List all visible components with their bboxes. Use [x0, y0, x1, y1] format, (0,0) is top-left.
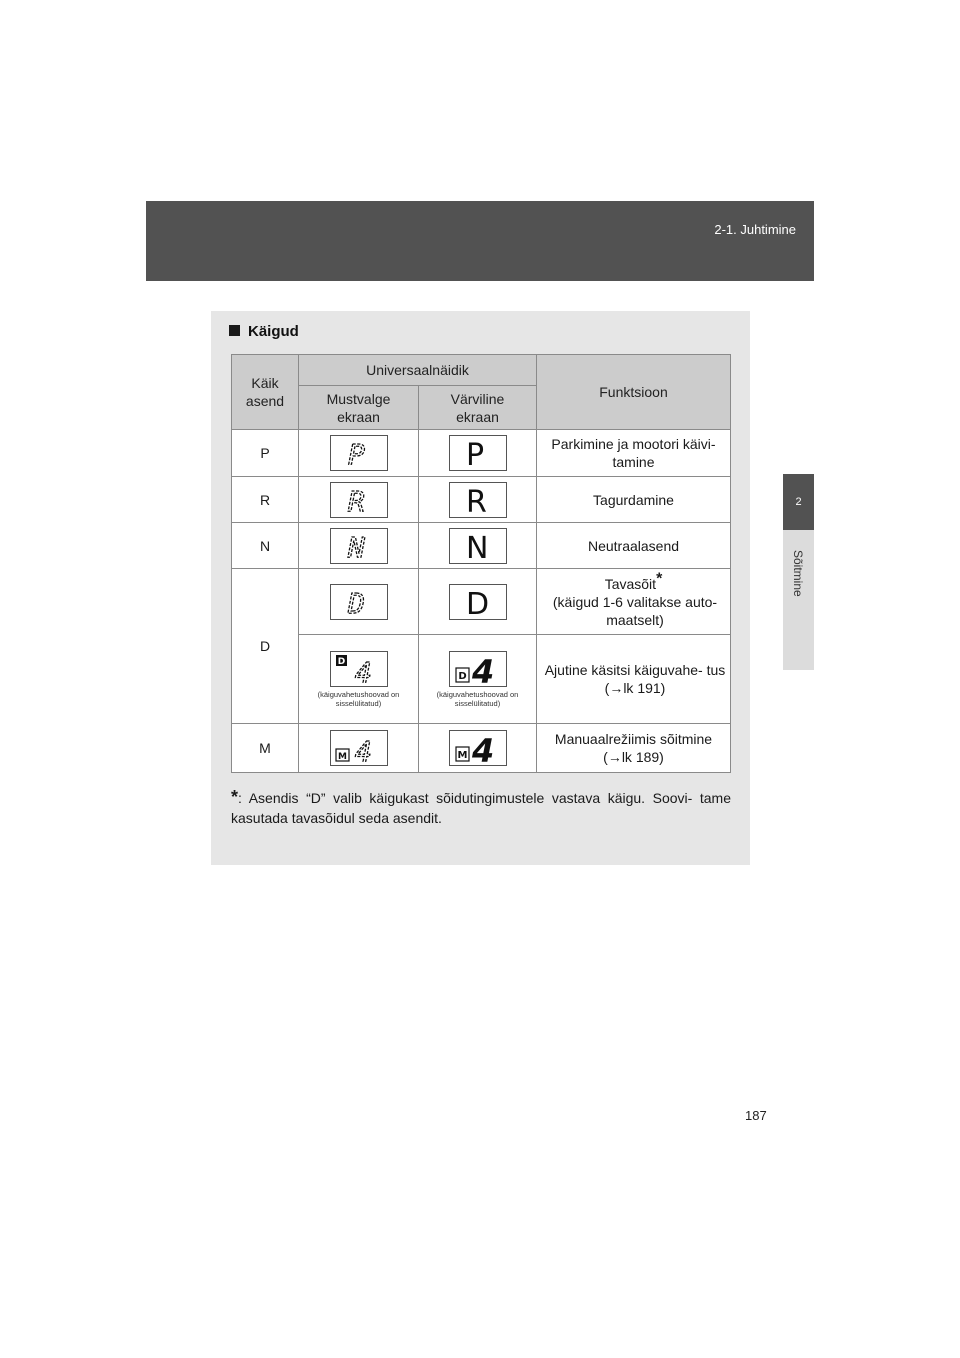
table-row: [232, 569, 731, 635]
section-title: 2-1. Juhtimine: [714, 222, 796, 237]
svg-text:D: D: [347, 586, 365, 619]
svg-text:M: M: [457, 750, 467, 761]
svg-text:4: 4: [354, 655, 372, 686]
svg-text:R: R: [465, 484, 487, 517]
header-color: Värviline ekraan: [419, 386, 537, 430]
color-display-d: [449, 584, 507, 620]
color-display-r: [449, 482, 507, 518]
color-display-d4: [449, 651, 507, 687]
box-title: Käigud: [229, 323, 299, 340]
gear-function: Neutraalasend: [537, 523, 731, 569]
svg-text:P: P: [347, 438, 365, 470]
footnote-mark: *: [231, 787, 239, 807]
gear-function: Tagurdamine: [537, 477, 731, 523]
header-function: Funktsioon: [537, 355, 731, 430]
mono-display-d4: [330, 651, 388, 687]
svg-text:N: N: [347, 530, 365, 563]
gear-position: R: [232, 477, 299, 523]
table-row: [232, 724, 731, 773]
svg-text:4: 4: [471, 732, 494, 765]
footnote-mark: *: [656, 569, 663, 587]
gear-position: N: [232, 523, 299, 569]
square-bullet-icon: [229, 325, 240, 336]
footnote-text: : Asendis “D” valib käigukast sõidutingimustele vastava käigu. Soovi- tame kasutada tavasõidul seda asendit.: [231, 790, 731, 826]
gear-function: Manuaalrežiimis sõitmine (→lk 189): [537, 724, 731, 773]
color-display-m4: [449, 730, 507, 766]
mono-display-p: [330, 435, 388, 471]
svg-text:D: D: [457, 670, 467, 682]
gear-table: [231, 354, 731, 773]
svg-text:N: N: [465, 530, 488, 563]
table-row: [232, 477, 731, 523]
gear-function: Ajutine käsitsi käiguvahe- tus (→lk 191): [537, 635, 731, 724]
svg-text:R: R: [347, 484, 365, 517]
chapter-tab-label: Sõitmine: [791, 550, 805, 597]
header-mono: Mustvalge ekraan: [299, 386, 419, 430]
svg-text:D: D: [465, 586, 489, 619]
chapter-tab: [783, 530, 814, 670]
chapter-tab-number: 2: [783, 474, 814, 530]
table-row: [232, 523, 731, 569]
svg-text:P: P: [465, 438, 484, 470]
svg-text:M: M: [337, 752, 347, 762]
svg-text:4: 4: [471, 652, 494, 686]
gear-position: D: [232, 569, 299, 724]
mono-display-n: [330, 528, 388, 564]
color-display-n: [449, 528, 507, 564]
info-box: [211, 311, 750, 865]
svg-text:D: D: [337, 656, 345, 667]
header-position: Käik asend: [232, 355, 299, 430]
gear-function: Parkimine ja mootori käivi- tamine: [537, 430, 731, 477]
mono-display-d: [330, 584, 388, 620]
page-number: 187: [745, 1108, 767, 1123]
gear-function: Tavasõit* (käigud 1-6 valitakse auto- maatselt): [537, 569, 731, 635]
section-header: [146, 201, 814, 281]
mono-display-m4: [330, 730, 388, 766]
color-display-p: [449, 435, 507, 471]
svg-text:4: 4: [354, 735, 372, 765]
mono-caption: (käiguvahetushoovad on sisselülitatud): [317, 689, 400, 708]
color-caption: (käiguvahetushoovad on sisselülitatud): [436, 689, 519, 708]
table-row: [232, 635, 731, 724]
header-universal: Universaalnäidik: [299, 355, 537, 386]
footnote: [231, 787, 731, 828]
gear-position: P: [232, 430, 299, 477]
mono-display-r: [330, 482, 388, 518]
table-row: [232, 430, 731, 477]
gear-position: M: [232, 724, 299, 773]
